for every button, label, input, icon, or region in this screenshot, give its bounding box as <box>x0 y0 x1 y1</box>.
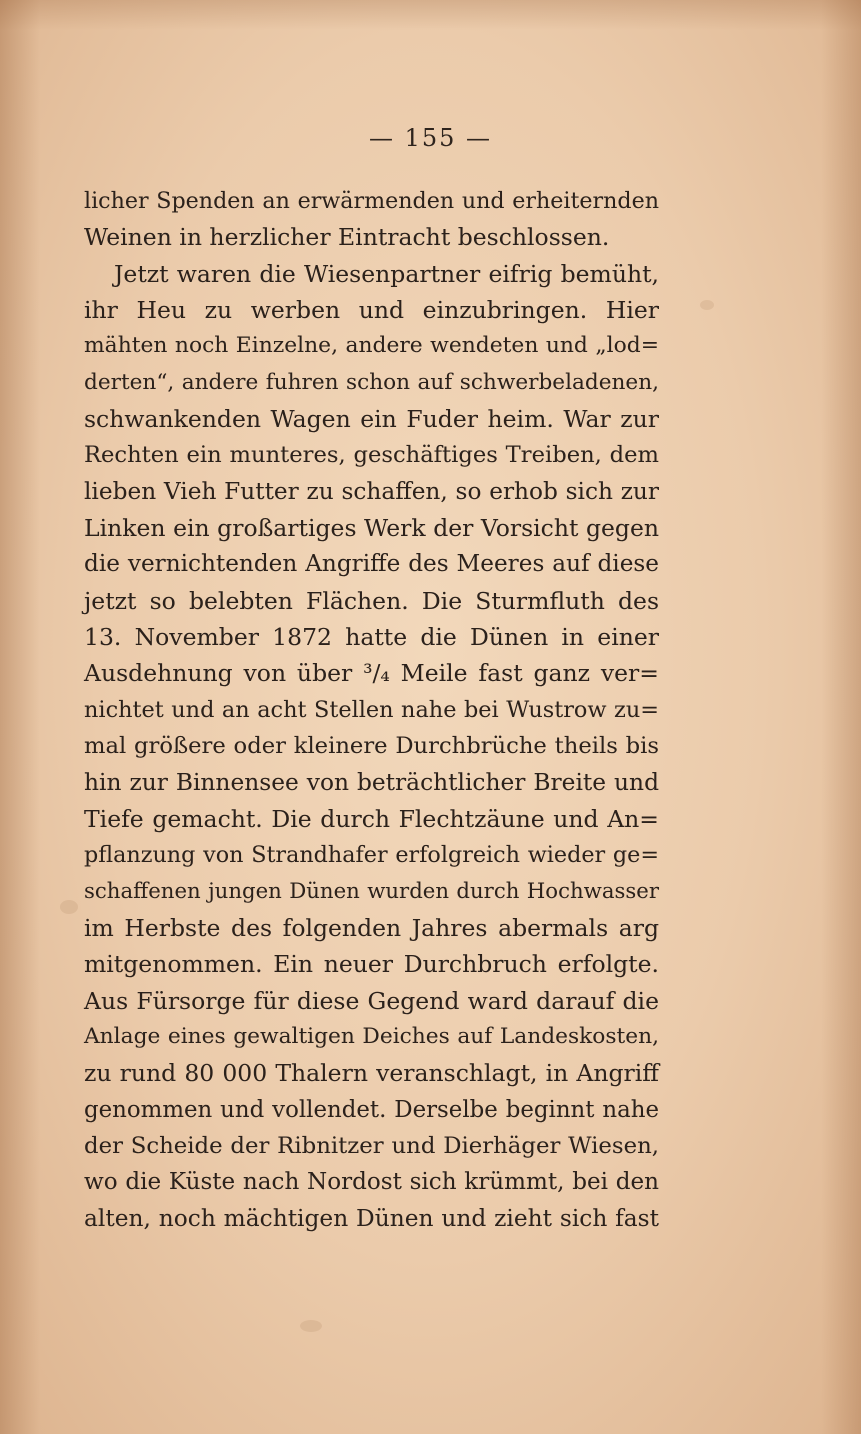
text-line: pflanzung von Strandhafer erfolgreich wieder ge= <box>84 842 659 869</box>
right-edge-shade <box>821 0 861 1434</box>
text-line: derten“, andere fuhren schon auf schwerbeladenen, <box>84 369 659 395</box>
text-line: zu rund 80 000 Thalern veranschlagt, in Angriff <box>84 1059 659 1088</box>
text-line: Rechten ein munteres, geschäftiges Treiben, dem <box>84 442 659 469</box>
text-line: Linken ein großartiges Werk der Vorsicht gegen <box>84 514 659 543</box>
text-line: schaffenen jungen Dünen wurden durch Hochwasser <box>84 878 659 904</box>
text-line: Tiefe gemacht. Die durch Flechtzäune und An= <box>84 804 659 833</box>
text-line: 13. November 1872 hatte die Dünen in einer <box>84 623 659 652</box>
paper-stain <box>60 900 78 914</box>
paper-stain <box>700 300 714 310</box>
text-line: die vernichtenden Angriffe des Meeres auf diese <box>84 550 659 578</box>
text-line: der Scheide der Ribnitzer und Dierhäger Wiesen, <box>84 1132 659 1159</box>
body-text <box>84 183 659 1237</box>
text-line: Ausdehnung von über ³/₄ Meile fast ganz ver= <box>84 659 659 688</box>
text-line: nichtet und an acht Stellen nahe bei Wustrow zu= <box>84 696 659 723</box>
paper-stain <box>300 1320 322 1332</box>
text-line: lieben Vieh Futter zu schaffen, so erhob sich zur <box>84 477 659 505</box>
text-line: Anlage eines gewaltigen Deiches auf Landeskosten, <box>84 1023 659 1049</box>
text-line: licher Spenden an erwärmenden und erheiternden <box>84 188 659 214</box>
text-line: Weinen in herzlicher Eintracht beschlossen. <box>84 223 610 252</box>
text-line: im Herbste des folgenden Jahres abermals arg <box>84 913 659 942</box>
left-edge-shade <box>0 0 40 1434</box>
page-number: — 155 — <box>368 124 493 152</box>
text-line: Jetzt waren die Wiesenpartner eifrig bemüht, <box>114 259 659 288</box>
text-line: mähten noch Einzelne, andere wendeten und „lod= <box>84 333 659 359</box>
top-edge-shade <box>0 0 861 30</box>
text-line: jetzt so belebten Flächen. Die Sturmfluth des <box>84 586 659 615</box>
text-line: genommen und vollendet. Derselbe beginnt nahe <box>84 1096 659 1123</box>
text-line: Aus Fürsorge für diese Gegend ward darauf die <box>84 986 659 1015</box>
text-line: mitgenommen. Ein neuer Durchbruch erfolgte. <box>84 950 659 979</box>
text-line: mal größere oder kleinere Durchbrüche theils bis <box>84 733 659 760</box>
text-line: alten, noch mächtigen Dünen und zieht sich fast <box>84 1204 659 1232</box>
text-line: hin zur Binnensee von beträchtlicher Breite und <box>84 768 659 796</box>
text-line: schwankenden Wagen ein Fuder heim. War zur <box>84 405 659 434</box>
text-line: wo die Küste nach Nordost sich krümmt, bei den <box>84 1169 659 1196</box>
text-line: ihr Heu zu werben und einzubringen. Hier <box>84 296 659 325</box>
